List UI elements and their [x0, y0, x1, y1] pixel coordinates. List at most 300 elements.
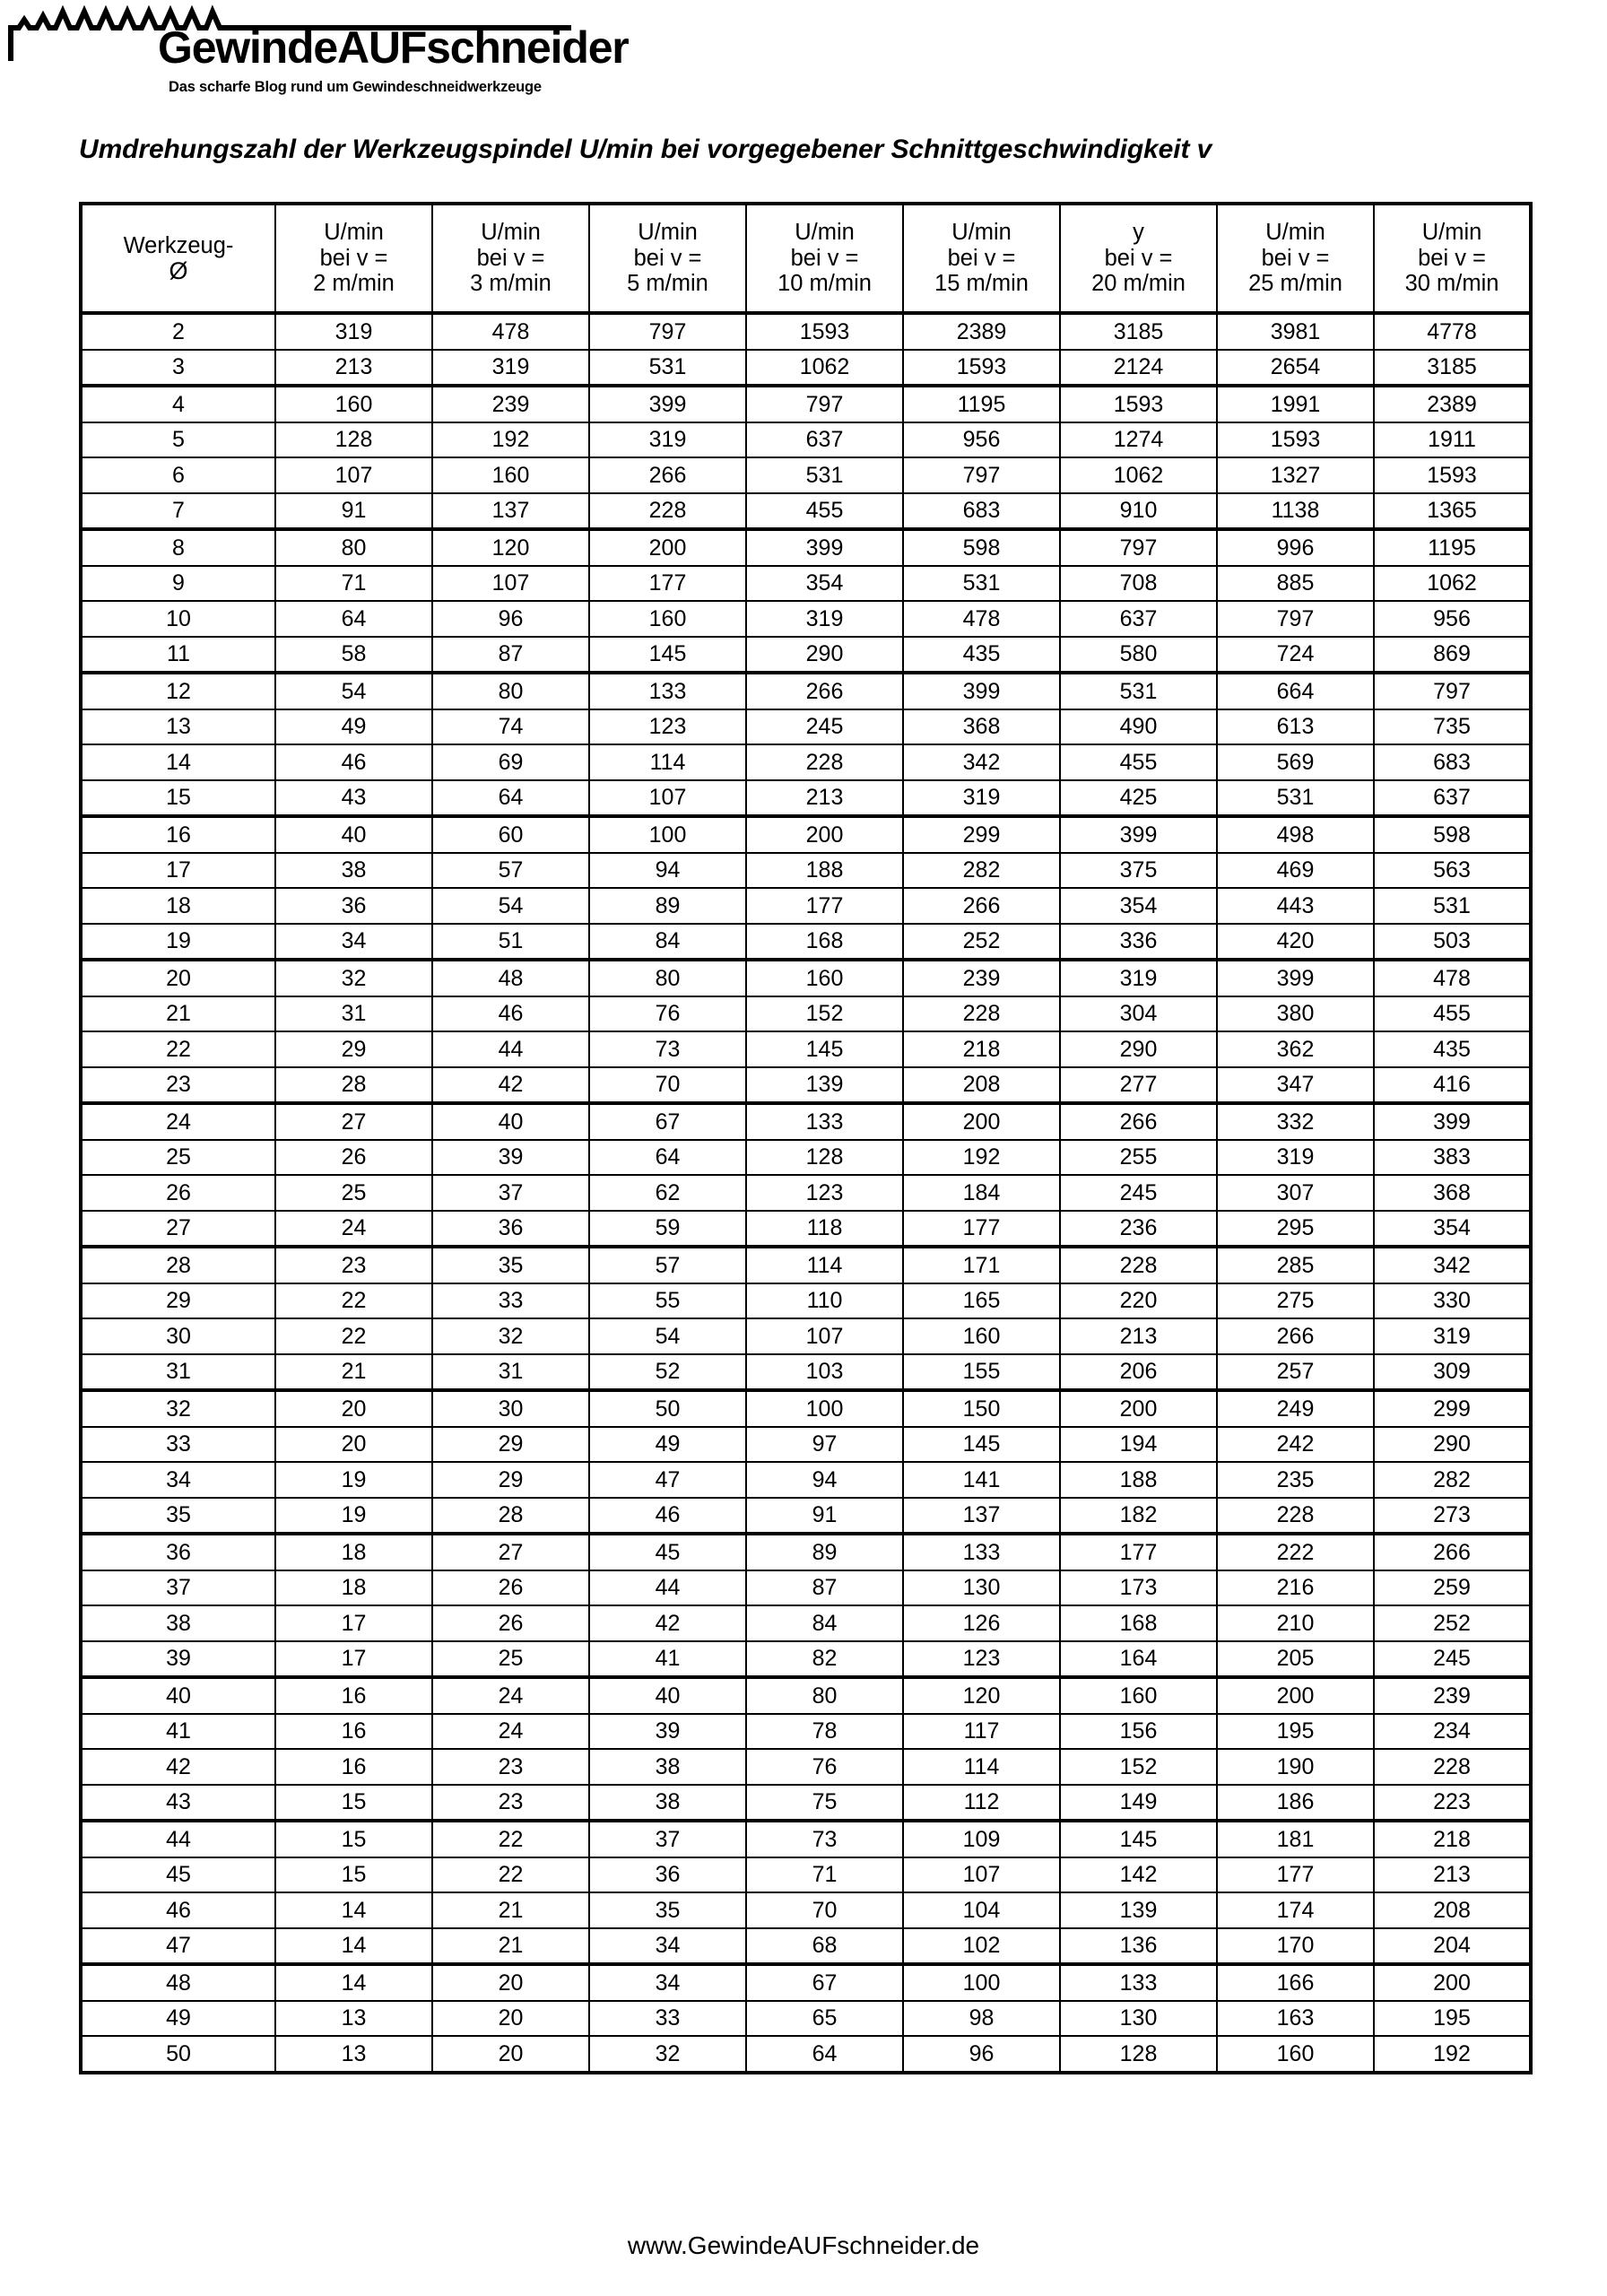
cell-rpm-v4: 354 — [746, 566, 903, 602]
cell-rpm-v5: 478 — [903, 601, 1060, 637]
cell-rpm-v6: 188 — [1060, 1462, 1217, 1498]
cell-rpm-v1: 91 — [275, 493, 432, 530]
table-row — [81, 566, 1531, 602]
cell-rpm-v4: 75 — [746, 1785, 903, 1822]
cell-rpm-v8: 259 — [1374, 1570, 1531, 1606]
col-header-line-1: U/min — [638, 220, 698, 246]
cell-rpm-v6: 177 — [1060, 1534, 1217, 1570]
cell-rpm-v6: 136 — [1060, 1928, 1217, 1965]
cell-tool-diameter: 17 — [81, 853, 275, 889]
cell-rpm-v8: 204 — [1374, 1928, 1531, 1965]
cell-rpm-v5: 177 — [903, 1211, 1060, 1248]
site-logo-block — [0, 0, 1607, 115]
cell-rpm-v8: 3185 — [1374, 350, 1531, 387]
cell-tool-diameter: 41 — [81, 1714, 275, 1750]
cell-rpm-v6: 142 — [1060, 1857, 1217, 1893]
cell-tool-diameter: 19 — [81, 924, 275, 961]
col-header-line-2: bei v = — [1104, 245, 1173, 271]
cell-rpm-v8: 239 — [1374, 1677, 1531, 1714]
table-header — [81, 204, 1531, 313]
table-row — [81, 1283, 1531, 1319]
cell-rpm-v5: 342 — [903, 744, 1060, 780]
table-row — [81, 1677, 1531, 1714]
col-header-speed-1 — [275, 204, 432, 313]
cell-rpm-v5: 266 — [903, 888, 1060, 924]
cell-rpm-v2: 29 — [432, 1427, 589, 1463]
col-header-line-1: U/min — [795, 220, 855, 246]
cell-rpm-v3: 34 — [589, 1928, 746, 1965]
cell-rpm-v5: 133 — [903, 1534, 1060, 1570]
cell-tool-diameter: 15 — [81, 780, 275, 817]
cell-rpm-v4: 94 — [746, 1462, 903, 1498]
cell-rpm-v4: 455 — [746, 493, 903, 530]
cell-rpm-v5: 239 — [903, 960, 1060, 996]
cell-rpm-v4: 70 — [746, 1892, 903, 1928]
cell-rpm-v6: 637 — [1060, 601, 1217, 637]
cell-tool-diameter: 47 — [81, 1928, 275, 1965]
cell-rpm-v7: 181 — [1217, 1821, 1374, 1857]
table-row — [81, 960, 1531, 996]
cell-rpm-v8: 383 — [1374, 1140, 1531, 1176]
cell-rpm-v4: 91 — [746, 1498, 903, 1535]
cell-rpm-v3: 49 — [589, 1427, 746, 1463]
cell-rpm-v1: 14 — [275, 1928, 432, 1965]
cell-rpm-v8: 290 — [1374, 1427, 1531, 1463]
cell-rpm-v7: 174 — [1217, 1892, 1374, 1928]
cell-rpm-v3: 797 — [589, 313, 746, 350]
cell-rpm-v1: 80 — [275, 529, 432, 566]
cell-rpm-v2: 192 — [432, 422, 589, 458]
cell-tool-diameter: 21 — [81, 996, 275, 1032]
cell-tool-diameter: 11 — [81, 637, 275, 674]
col-header-line-2: bei v = — [633, 245, 702, 271]
col-header-line-2: bei v = — [1418, 245, 1486, 271]
cell-rpm-v3: 107 — [589, 780, 746, 817]
table-body — [81, 313, 1531, 2073]
cell-tool-diameter: 14 — [81, 744, 275, 780]
cell-rpm-v3: 177 — [589, 566, 746, 602]
cell-rpm-v2: 22 — [432, 1857, 589, 1893]
cell-rpm-v1: 43 — [275, 780, 432, 817]
cell-rpm-v6: 455 — [1060, 744, 1217, 780]
cell-rpm-v7: 347 — [1217, 1067, 1374, 1104]
cell-rpm-v6: 220 — [1060, 1283, 1217, 1319]
cell-rpm-v8: 218 — [1374, 1821, 1531, 1857]
cell-rpm-v2: 33 — [432, 1283, 589, 1319]
cell-rpm-v8: 1062 — [1374, 566, 1531, 602]
cell-rpm-v4: 188 — [746, 853, 903, 889]
cell-rpm-v3: 46 — [589, 1498, 746, 1535]
cell-rpm-v6: 164 — [1060, 1641, 1217, 1678]
table-row — [81, 386, 1531, 422]
cell-rpm-v3: 41 — [589, 1641, 746, 1678]
cell-rpm-v5: 299 — [903, 816, 1060, 853]
cell-rpm-v7: 996 — [1217, 529, 1374, 566]
cell-rpm-v6: 1062 — [1060, 457, 1217, 493]
cell-rpm-v8: 200 — [1374, 1964, 1531, 2001]
cell-rpm-v4: 97 — [746, 1427, 903, 1463]
cell-rpm-v1: 38 — [275, 853, 432, 889]
cell-rpm-v6: 354 — [1060, 888, 1217, 924]
cell-rpm-v2: 39 — [432, 1140, 589, 1176]
cell-rpm-v7: 1593 — [1217, 422, 1374, 458]
table-row — [81, 1714, 1531, 1750]
cell-rpm-v8: 245 — [1374, 1641, 1531, 1678]
cell-tool-diameter: 40 — [81, 1677, 275, 1714]
cell-rpm-v7: 307 — [1217, 1175, 1374, 1211]
cell-rpm-v4: 65 — [746, 2001, 903, 2037]
col-header-line-2: bei v = — [476, 245, 545, 271]
cell-tool-diameter: 49 — [81, 2001, 275, 2037]
cell-rpm-v6: 173 — [1060, 1570, 1217, 1606]
cell-tool-diameter: 22 — [81, 1031, 275, 1067]
cell-rpm-v5: 102 — [903, 1928, 1060, 1965]
cell-rpm-v6: 425 — [1060, 780, 1217, 817]
table-row — [81, 1247, 1531, 1283]
cell-rpm-v8: 192 — [1374, 2036, 1531, 2073]
cell-rpm-v7: 235 — [1217, 1462, 1374, 1498]
cell-rpm-v3: 55 — [589, 1283, 746, 1319]
cell-rpm-v3: 133 — [589, 673, 746, 709]
cell-rpm-v2: 26 — [432, 1570, 589, 1606]
cell-rpm-v1: 13 — [275, 2001, 432, 2037]
cell-rpm-v3: 38 — [589, 1749, 746, 1785]
table-row — [81, 1140, 1531, 1176]
cell-rpm-v4: 78 — [746, 1714, 903, 1750]
cell-rpm-v6: 160 — [1060, 1677, 1217, 1714]
cell-rpm-v6: 290 — [1060, 1031, 1217, 1067]
brand-wordmark — [158, 22, 629, 73]
cell-tool-diameter: 16 — [81, 816, 275, 853]
col-header-line-3: 5 m/min — [627, 271, 708, 297]
cell-rpm-v2: 96 — [432, 601, 589, 637]
cell-rpm-v8: 273 — [1374, 1498, 1531, 1535]
cell-rpm-v7: 242 — [1217, 1427, 1374, 1463]
table-row — [81, 601, 1531, 637]
cell-rpm-v6: 130 — [1060, 2001, 1217, 2037]
cell-rpm-v8: 797 — [1374, 673, 1531, 709]
cell-rpm-v1: 64 — [275, 601, 432, 637]
col-header-line-3: 30 m/min — [1404, 271, 1499, 297]
col-header-line-1: U/min — [951, 220, 1012, 246]
cell-rpm-v2: 28 — [432, 1498, 589, 1535]
table-row — [81, 2001, 1531, 2037]
table-row — [81, 1354, 1531, 1391]
cell-rpm-v4: 319 — [746, 601, 903, 637]
cell-rpm-v3: 39 — [589, 1714, 746, 1750]
cell-rpm-v8: 228 — [1374, 1749, 1531, 1785]
cell-rpm-v4: 133 — [746, 1103, 903, 1140]
table-row — [81, 637, 1531, 674]
cell-rpm-v5: 96 — [903, 2036, 1060, 2073]
cell-rpm-v7: 222 — [1217, 1534, 1374, 1570]
cell-rpm-v3: 319 — [589, 422, 746, 458]
col-header-line-3: 2 m/min — [313, 271, 395, 297]
cell-rpm-v6: 266 — [1060, 1103, 1217, 1140]
cell-rpm-v4: 1593 — [746, 313, 903, 350]
cell-rpm-v3: 228 — [589, 493, 746, 530]
cell-tool-diameter: 36 — [81, 1534, 275, 1570]
cell-rpm-v7: 613 — [1217, 709, 1374, 745]
cell-rpm-v7: 399 — [1217, 960, 1374, 996]
cell-tool-diameter: 24 — [81, 1103, 275, 1140]
cell-rpm-v7: 469 — [1217, 853, 1374, 889]
cell-rpm-v2: 20 — [432, 2001, 589, 2037]
cell-rpm-v2: 120 — [432, 529, 589, 566]
cell-rpm-v3: 64 — [589, 1140, 746, 1176]
cell-rpm-v8: 208 — [1374, 1892, 1531, 1928]
cell-rpm-v6: 145 — [1060, 1821, 1217, 1857]
table-row — [81, 996, 1531, 1032]
cell-rpm-v8: 223 — [1374, 1785, 1531, 1822]
cell-rpm-v1: 34 — [275, 924, 432, 961]
cell-rpm-v2: 87 — [432, 637, 589, 674]
table-row — [81, 1175, 1531, 1211]
cell-rpm-v6: 304 — [1060, 996, 1217, 1032]
cell-rpm-v8: 282 — [1374, 1462, 1531, 1498]
table-row — [81, 1427, 1531, 1463]
cell-rpm-v6: 490 — [1060, 709, 1217, 745]
cell-rpm-v8: 503 — [1374, 924, 1531, 961]
cell-rpm-v6: 156 — [1060, 1714, 1217, 1750]
cell-rpm-v7: 724 — [1217, 637, 1374, 674]
cell-rpm-v7: 569 — [1217, 744, 1374, 780]
cell-rpm-v5: 109 — [903, 1821, 1060, 1857]
cell-rpm-v3: 38 — [589, 1785, 746, 1822]
cell-rpm-v6: 319 — [1060, 960, 1217, 996]
cell-rpm-v3: 42 — [589, 1605, 746, 1641]
cell-rpm-v3: 84 — [589, 924, 746, 961]
cell-tool-diameter: 26 — [81, 1175, 275, 1211]
cell-rpm-v7: 664 — [1217, 673, 1374, 709]
cell-rpm-v2: 64 — [432, 780, 589, 817]
cell-rpm-v3: 36 — [589, 1857, 746, 1893]
cell-rpm-v1: 36 — [275, 888, 432, 924]
cell-tool-diameter: 9 — [81, 566, 275, 602]
cell-rpm-v6: 3185 — [1060, 313, 1217, 350]
cell-rpm-v2: 23 — [432, 1749, 589, 1785]
cell-rpm-v2: 30 — [432, 1390, 589, 1427]
cell-rpm-v7: 166 — [1217, 1964, 1374, 2001]
table-row — [81, 780, 1531, 817]
col-header-line-1: y — [1133, 220, 1144, 246]
cell-rpm-v1: 16 — [275, 1714, 432, 1750]
cell-rpm-v8: 4778 — [1374, 313, 1531, 350]
cell-tool-diameter: 8 — [81, 529, 275, 566]
cell-rpm-v7: 205 — [1217, 1641, 1374, 1678]
cell-rpm-v5: 107 — [903, 1857, 1060, 1893]
col-header-line-2: bei v = — [1261, 245, 1330, 271]
cell-rpm-v7: 216 — [1217, 1570, 1374, 1606]
cell-rpm-v4: 80 — [746, 1677, 903, 1714]
cell-rpm-v7: 1991 — [1217, 386, 1374, 422]
cell-rpm-v4: 64 — [746, 2036, 903, 2073]
cell-rpm-v5: 130 — [903, 1570, 1060, 1606]
cell-rpm-v4: 114 — [746, 1247, 903, 1283]
cell-rpm-v5: 1593 — [903, 350, 1060, 387]
cell-rpm-v3: 44 — [589, 1570, 746, 1606]
cell-rpm-v6: 182 — [1060, 1498, 1217, 1535]
cell-rpm-v2: 44 — [432, 1031, 589, 1067]
cell-rpm-v6: 206 — [1060, 1354, 1217, 1391]
cell-rpm-v3: 145 — [589, 637, 746, 674]
table-row — [81, 1534, 1531, 1570]
table-row — [81, 493, 1531, 530]
cell-rpm-v7: 186 — [1217, 1785, 1374, 1822]
cell-rpm-v1: 18 — [275, 1570, 432, 1606]
cell-rpm-v4: 152 — [746, 996, 903, 1032]
cell-rpm-v7: 160 — [1217, 2036, 1374, 2073]
cell-rpm-v4: 68 — [746, 1928, 903, 1965]
cell-rpm-v8: 563 — [1374, 853, 1531, 889]
cell-rpm-v4: 82 — [746, 1641, 903, 1678]
cell-rpm-v8: 455 — [1374, 996, 1531, 1032]
cell-rpm-v3: 35 — [589, 1892, 746, 1928]
cell-rpm-v5: 956 — [903, 422, 1060, 458]
cell-rpm-v8: 1593 — [1374, 457, 1531, 493]
cell-rpm-v3: 52 — [589, 1354, 746, 1391]
table-row — [81, 350, 1531, 387]
cell-rpm-v1: 54 — [275, 673, 432, 709]
cell-tool-diameter: 2 — [81, 313, 275, 350]
cell-rpm-v2: 20 — [432, 2036, 589, 2073]
cell-rpm-v8: 598 — [1374, 816, 1531, 853]
cell-rpm-v6: 139 — [1060, 1892, 1217, 1928]
cell-rpm-v2: 21 — [432, 1928, 589, 1965]
col-header-line-1: U/min — [1421, 220, 1482, 246]
col-header-speed-2 — [432, 204, 589, 313]
cell-rpm-v4: 110 — [746, 1283, 903, 1319]
cell-rpm-v7: 170 — [1217, 1928, 1374, 1965]
cell-rpm-v1: 13 — [275, 2036, 432, 2073]
cell-rpm-v4: 177 — [746, 888, 903, 924]
cell-rpm-v2: 31 — [432, 1354, 589, 1391]
cell-rpm-v2: 37 — [432, 1175, 589, 1211]
col-header-speed-8 — [1374, 204, 1531, 313]
cell-rpm-v4: 531 — [746, 457, 903, 493]
cell-rpm-v7: 266 — [1217, 1318, 1374, 1354]
table-row — [81, 1390, 1531, 1427]
cell-rpm-v4: 245 — [746, 709, 903, 745]
cell-tool-diameter: 38 — [81, 1605, 275, 1641]
cell-rpm-v6: 277 — [1060, 1067, 1217, 1104]
col-header-line-label: Werkzeug- — [123, 233, 234, 259]
cell-rpm-v2: 22 — [432, 1821, 589, 1857]
cell-rpm-v3: 45 — [589, 1534, 746, 1570]
cell-rpm-v6: 200 — [1060, 1390, 1217, 1427]
cell-rpm-v8: 2389 — [1374, 386, 1531, 422]
col-header-line-1: U/min — [481, 220, 541, 246]
cell-rpm-v3: 73 — [589, 1031, 746, 1067]
cell-rpm-v3: 123 — [589, 709, 746, 745]
table-row — [81, 924, 1531, 961]
cell-rpm-v6: 168 — [1060, 1605, 1217, 1641]
cell-rpm-v5: 319 — [903, 780, 1060, 817]
cell-rpm-v1: 25 — [275, 1175, 432, 1211]
cell-rpm-v5: 368 — [903, 709, 1060, 745]
cell-rpm-v8: 234 — [1374, 1714, 1531, 1750]
cell-rpm-v7: 443 — [1217, 888, 1374, 924]
cell-rpm-v4: 1062 — [746, 350, 903, 387]
table-row — [81, 709, 1531, 745]
cell-tool-diameter: 48 — [81, 1964, 275, 2001]
cell-rpm-v2: 137 — [432, 493, 589, 530]
cell-rpm-v8: 330 — [1374, 1283, 1531, 1319]
cell-rpm-v7: 295 — [1217, 1211, 1374, 1248]
col-header-line-3: 10 m/min — [777, 271, 872, 297]
table-row — [81, 1067, 1531, 1104]
cell-rpm-v7: 275 — [1217, 1283, 1374, 1319]
cell-tool-diameter: 25 — [81, 1140, 275, 1176]
cell-rpm-v8: 683 — [1374, 744, 1531, 780]
cell-rpm-v5: 192 — [903, 1140, 1060, 1176]
cell-tool-diameter: 44 — [81, 1821, 275, 1857]
cell-rpm-v2: 35 — [432, 1247, 589, 1283]
cell-rpm-v2: 57 — [432, 853, 589, 889]
table-row — [81, 673, 1531, 709]
table-row — [81, 1892, 1531, 1928]
cell-rpm-v2: 239 — [432, 386, 589, 422]
cell-rpm-v5: 137 — [903, 1498, 1060, 1535]
cell-rpm-v4: 200 — [746, 816, 903, 853]
cell-rpm-v5: 1195 — [903, 386, 1060, 422]
cell-rpm-v7: 228 — [1217, 1498, 1374, 1535]
table-row — [81, 457, 1531, 493]
col-header-line-3: 20 m/min — [1091, 271, 1186, 297]
cell-rpm-v3: 32 — [589, 2036, 746, 2073]
brand-wordmark-part3: schneider — [426, 22, 629, 73]
cell-rpm-v3: 34 — [589, 1964, 746, 2001]
cell-rpm-v8: 266 — [1374, 1534, 1531, 1570]
cell-rpm-v7: 885 — [1217, 566, 1374, 602]
cell-rpm-v7: 190 — [1217, 1749, 1374, 1785]
cell-rpm-v8: 735 — [1374, 709, 1531, 745]
cell-rpm-v2: 24 — [432, 1677, 589, 1714]
col-header-speed-4 — [746, 204, 903, 313]
cell-tool-diameter: 12 — [81, 673, 275, 709]
table-row — [81, 744, 1531, 780]
cell-tool-diameter: 28 — [81, 1247, 275, 1283]
cell-tool-diameter: 46 — [81, 1892, 275, 1928]
cell-rpm-v7: 362 — [1217, 1031, 1374, 1067]
cell-rpm-v1: 15 — [275, 1785, 432, 1822]
cell-rpm-v8: 354 — [1374, 1211, 1531, 1248]
cell-rpm-v5: 155 — [903, 1354, 1060, 1391]
cell-rpm-v1: 29 — [275, 1031, 432, 1067]
cell-rpm-v3: 160 — [589, 601, 746, 637]
col-header-line-3: 25 m/min — [1248, 271, 1342, 297]
cell-rpm-v7: 285 — [1217, 1247, 1374, 1283]
cell-tool-diameter: 3 — [81, 350, 275, 387]
cell-rpm-v5: 171 — [903, 1247, 1060, 1283]
cell-rpm-v7: 2654 — [1217, 350, 1374, 387]
cell-rpm-v2: 48 — [432, 960, 589, 996]
cell-rpm-v1: 17 — [275, 1605, 432, 1641]
cell-rpm-v7: 332 — [1217, 1103, 1374, 1140]
cell-rpm-v3: 54 — [589, 1318, 746, 1354]
cell-rpm-v6: 531 — [1060, 673, 1217, 709]
cell-rpm-v8: 637 — [1374, 780, 1531, 817]
cell-rpm-v6: 336 — [1060, 924, 1217, 961]
table-row — [81, 1498, 1531, 1535]
cell-rpm-v1: 40 — [275, 816, 432, 853]
cell-rpm-v8: 1365 — [1374, 493, 1531, 530]
cell-rpm-v8: 869 — [1374, 637, 1531, 674]
table-row — [81, 1821, 1531, 1857]
cell-rpm-v4: 128 — [746, 1140, 903, 1176]
cell-rpm-v1: 15 — [275, 1821, 432, 1857]
cell-rpm-v8: 309 — [1374, 1354, 1531, 1391]
